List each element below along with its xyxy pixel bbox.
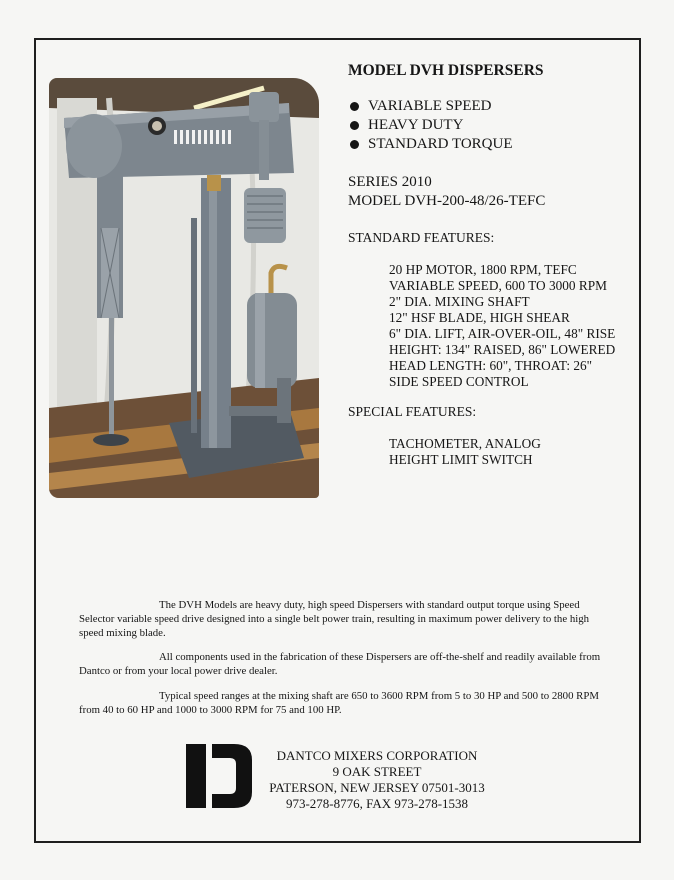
standard-features-list [389,262,615,390]
standard-features-heading: STANDARD FEATURES: [348,230,495,245]
phone-fax: 973-278-8776, FAX 973-278-1538 [285,796,469,811]
bullet-dot-icon [350,102,359,111]
feature-bullet-list [348,97,513,154]
city-state-zip: PATERSON, NEW JERSEY 07501-3013 [269,780,485,795]
list-item: VARIABLE SPEED, 600 TO 3000 RPM [389,278,607,293]
product-photo [49,78,319,498]
speed-range-paragraph: Typical speed ranges at the mixing shaft are 650 to 3600 RPM from 5 to 30 HP and 500 to 2800 RPM from 40 to 60 HP and 1000 to 3000 RPM for 75 and 100 HP. [79,690,599,716]
company-contact-block [262,748,492,812]
disperser-machine-image [49,78,319,498]
model-number: MODEL DVH-200-48/26-TEFC [348,193,546,209]
bullet-dot-icon [350,121,359,130]
description-paragraph: The DVH Models are heavy duty, high speed Dispersers with standard output torque using Speed Selector variable speed drive designed into a single belt power train, resulting in maximum power delivery to the high speed mixing blade. [79,599,590,639]
list-item: 20 HP MOTOR, 1800 RPM, TEFC [389,262,577,277]
list-item: HEIGHT LIMIT SWITCH [389,452,533,467]
special-features-list [389,436,541,468]
list-item: 2" DIA. MIXING SHAFT [389,294,530,309]
list-item: 6" DIA. LIFT, AIR-OVER-OIL, 48" RISE [389,326,616,341]
special-features-heading: SPECIAL FEATURES: [348,404,477,419]
bullet-item: HEAVY DUTY [348,116,513,135]
dantco-logo-icon [186,744,252,808]
series-info [348,173,545,211]
list-item: SIDE SPEED CONTROL [389,374,529,389]
list-item: 12" HSF BLADE, HIGH SHEAR [389,310,570,325]
components-paragraph: All components used in the fabrication of these Dispersers are off-the-shelf and readily available from Dantco or from your local power drive dealer. [79,651,601,677]
bullet-item: VARIABLE SPEED [348,97,513,116]
model-title: MODEL DVH DISPERSERS [348,62,544,79]
company-name: DANTCO MIXERS CORPORATION [276,748,478,763]
bullet-dot-icon [350,140,359,149]
series-number: SERIES 2010 [348,174,432,190]
list-item: HEIGHT: 134" RAISED, 86" LOWERED [389,342,616,357]
street-address: 9 OAK STREET [332,764,422,779]
bullet-item: STANDARD TORQUE [348,135,513,154]
list-item: TACHOMETER, ANALOG [389,436,541,451]
list-item: HEAD LENGTH: 60", THROAT: 26" [389,358,593,373]
